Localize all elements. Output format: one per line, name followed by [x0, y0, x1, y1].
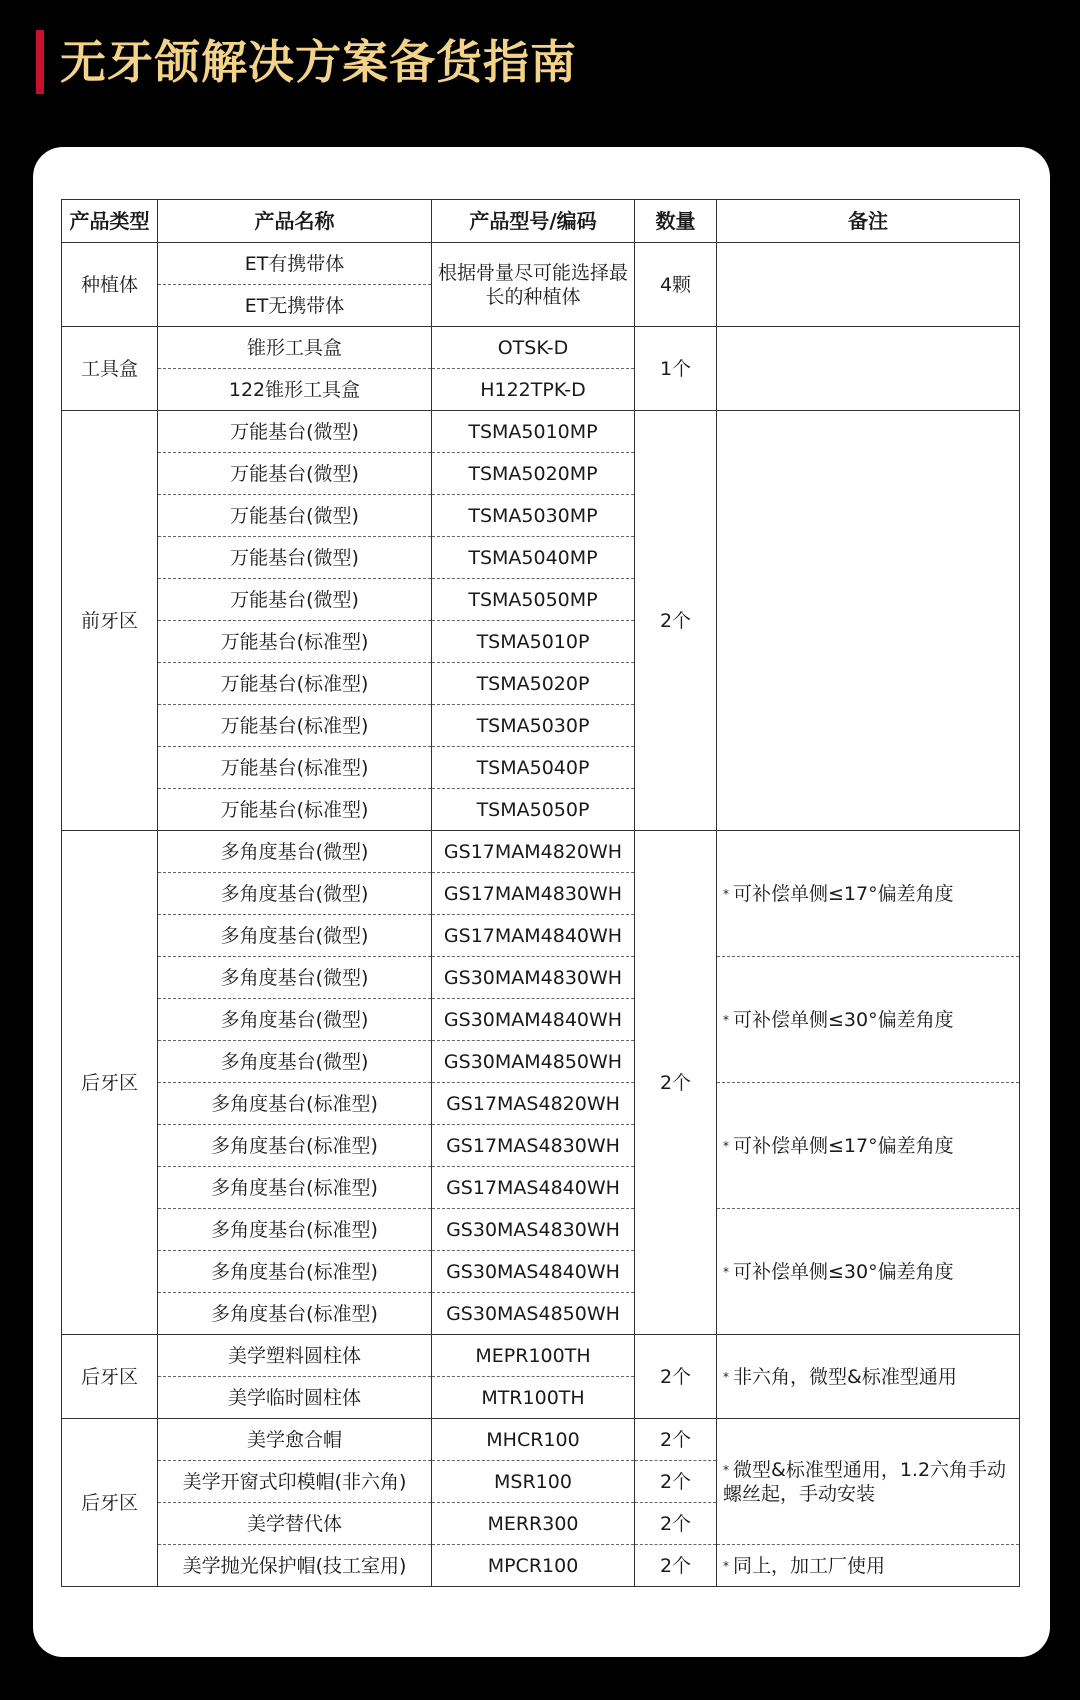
product-code-cell: GS30MAM4840WH	[432, 999, 635, 1041]
product-name-cell: 万能基台(标准型)	[158, 621, 432, 663]
stock-guide-table	[61, 199, 1020, 1587]
category-cell: 后牙区	[62, 831, 158, 1335]
table-row	[62, 1419, 1020, 1461]
page-title: 无牙颌解决方案备货指南	[60, 35, 577, 89]
product-code-cell: MEPR100TH	[432, 1335, 635, 1377]
product-name-cell: 万能基台(标准型)	[158, 705, 432, 747]
product-code-cell: TSMA5040MP	[432, 537, 635, 579]
product-name-cell: 美学抛光保护帽(技工室用)	[158, 1545, 432, 1587]
product-name-cell: 多角度基台(微型)	[158, 1041, 432, 1083]
posterior-group	[62, 831, 1020, 1335]
product-code-cell: GS30MAM4850WH	[432, 1041, 635, 1083]
note-cell	[717, 327, 1020, 411]
product-code-cell: TSMA5030MP	[432, 495, 635, 537]
product-name-cell: 万能基台(标准型)	[158, 747, 432, 789]
anterior-group	[62, 411, 1020, 831]
product-name-cell: 美学开窗式印模帽(非六角)	[158, 1461, 432, 1503]
category-cell: 后牙区	[62, 1335, 158, 1419]
product-name-cell: 多角度基台(微型)	[158, 999, 432, 1041]
header-row	[62, 200, 1020, 243]
note-text: 可补偿单侧≤30°偏差角度	[733, 1008, 954, 1031]
product-name-cell: 万能基台(微型)	[158, 537, 432, 579]
product-code-cell: GS17MAM4840WH	[432, 915, 635, 957]
category-cell: 后牙区	[62, 1419, 158, 1587]
product-name-cell: 多角度基台(微型)	[158, 831, 432, 873]
product-name-cell: 多角度基台(微型)	[158, 915, 432, 957]
category-cell: 工具盒	[62, 327, 158, 411]
product-code-cell: MHCR100	[432, 1419, 635, 1461]
product-name-cell: 万能基台(微型)	[158, 411, 432, 453]
header-qty: 数量	[635, 200, 717, 243]
product-code-cell: GS17MAM4830WH	[432, 873, 635, 915]
note-text: 可补偿单侧≤30°偏差角度	[733, 1260, 954, 1283]
product-code-cell: TSMA5010P	[432, 621, 635, 663]
product-code-cell: OTSK-D	[432, 327, 635, 369]
product-code-cell: TSMA5050P	[432, 789, 635, 831]
table-row	[62, 1209, 1020, 1251]
table-row	[62, 243, 1020, 285]
product-code-cell: MERR300	[432, 1503, 635, 1545]
product-code-cell: TSMA5040P	[432, 747, 635, 789]
table-row	[62, 957, 1020, 999]
star-icon: *	[723, 1012, 729, 1027]
table-row	[62, 1545, 1020, 1587]
product-name-cell: 多角度基台(标准型)	[158, 1083, 432, 1125]
qty-cell: 2个	[635, 1335, 717, 1419]
product-name-cell: 多角度基台(微型)	[158, 957, 432, 999]
product-code-cell: MPCR100	[432, 1545, 635, 1587]
product-code-cell: GS17MAS4840WH	[432, 1167, 635, 1209]
note-text: 微型&标准型通用，1.2六角手动螺丝起，手动安装	[723, 1458, 1007, 1505]
header-note: 备注	[717, 200, 1020, 243]
note-text: 非六角，微型&标准型通用	[733, 1365, 957, 1388]
table-row	[62, 1335, 1020, 1377]
note-cell	[717, 1083, 1020, 1209]
product-code-cell: GS30MAS4840WH	[432, 1251, 635, 1293]
note-cell	[717, 957, 1020, 1083]
product-name-cell: 多角度基台(标准型)	[158, 1125, 432, 1167]
table-row	[62, 831, 1020, 873]
product-code-cell: GS17MAS4830WH	[432, 1125, 635, 1167]
table-row	[62, 327, 1020, 369]
note-cell	[717, 1545, 1020, 1587]
product-code-cell: TSMA5020P	[432, 663, 635, 705]
category-cell: 种植体	[62, 243, 158, 327]
table-row	[62, 1083, 1020, 1125]
content-card	[33, 147, 1050, 1657]
product-code-cell: GS17MAS4820WH	[432, 1083, 635, 1125]
product-name-cell: 多角度基台(标准型)	[158, 1251, 432, 1293]
product-code-cell: GS30MAS4850WH	[432, 1293, 635, 1335]
product-code-cell: MSR100	[432, 1461, 635, 1503]
note-text: 可补偿单侧≤17°偏差角度	[733, 1134, 954, 1157]
product-name-cell: 多角度基台(标准型)	[158, 1209, 432, 1251]
note-cell	[717, 1209, 1020, 1335]
product-name-cell: 美学临时圆柱体	[158, 1377, 432, 1419]
note-cell	[717, 243, 1020, 327]
product-name-cell: ET有携带体	[158, 243, 432, 285]
note-text: 同上，加工厂使用	[733, 1554, 886, 1577]
product-name-cell: 多角度基台(标准型)	[158, 1293, 432, 1335]
product-code-cell: TSMA5050MP	[432, 579, 635, 621]
star-icon: *	[723, 1138, 729, 1153]
qty-cell: 1个	[635, 327, 717, 411]
product-code-cell: GS30MAM4830WH	[432, 957, 635, 999]
product-name-cell: 多角度基台(标准型)	[158, 1167, 432, 1209]
product-code-cell: GS30MAS4830WH	[432, 1209, 635, 1251]
product-code-cell: TSMA5030P	[432, 705, 635, 747]
header-code: 产品型号/编码	[432, 200, 635, 243]
product-name-cell: ET无携带体	[158, 285, 432, 327]
table-row	[62, 411, 1020, 453]
product-name-cell: 万能基台(标准型)	[158, 663, 432, 705]
qty-cell: 2个	[635, 1503, 717, 1545]
product-name-cell: 万能基台(标准型)	[158, 789, 432, 831]
product-code-cell: TSMA5020MP	[432, 453, 635, 495]
star-icon: *	[723, 1462, 729, 1477]
star-icon: *	[723, 1369, 729, 1384]
product-code-cell: H122TPK-D	[432, 369, 635, 411]
note-cell	[717, 831, 1020, 957]
header-type: 产品类型	[62, 200, 158, 243]
qty-cell: 2个	[635, 1419, 717, 1461]
product-code-cell: TSMA5010MP	[432, 411, 635, 453]
category-cell: 前牙区	[62, 411, 158, 831]
product-code-cell: 根据骨量尽可能选择最长的种植体	[432, 243, 635, 327]
qty-cell: 2个	[635, 1545, 717, 1587]
product-name-cell: 万能基台(微型)	[158, 453, 432, 495]
header-name: 产品名称	[158, 200, 432, 243]
product-name-cell: 美学塑料圆柱体	[158, 1335, 432, 1377]
qty-cell: 2个	[635, 831, 717, 1335]
note-text: 可补偿单侧≤17°偏差角度	[733, 882, 954, 905]
product-name-cell: 锥形工具盒	[158, 327, 432, 369]
note-cell	[717, 411, 1020, 831]
title-accent-bar	[36, 30, 44, 94]
note-cell	[717, 1419, 1020, 1545]
product-name-cell: 美学愈合帽	[158, 1419, 432, 1461]
product-name-cell: 122锥形工具盒	[158, 369, 432, 411]
note-cell	[717, 1335, 1020, 1419]
star-icon: *	[723, 1558, 729, 1573]
product-code-cell: MTR100TH	[432, 1377, 635, 1419]
star-icon: *	[723, 1264, 729, 1279]
qty-cell: 2个	[635, 411, 717, 831]
product-name-cell: 万能基台(微型)	[158, 579, 432, 621]
qty-cell: 2个	[635, 1461, 717, 1503]
product-name-cell: 万能基台(微型)	[158, 495, 432, 537]
product-name-cell: 美学替代体	[158, 1503, 432, 1545]
qty-cell: 4颗	[635, 243, 717, 327]
product-code-cell: GS17MAM4820WH	[432, 831, 635, 873]
star-icon: *	[723, 886, 729, 901]
product-name-cell: 多角度基台(微型)	[158, 873, 432, 915]
